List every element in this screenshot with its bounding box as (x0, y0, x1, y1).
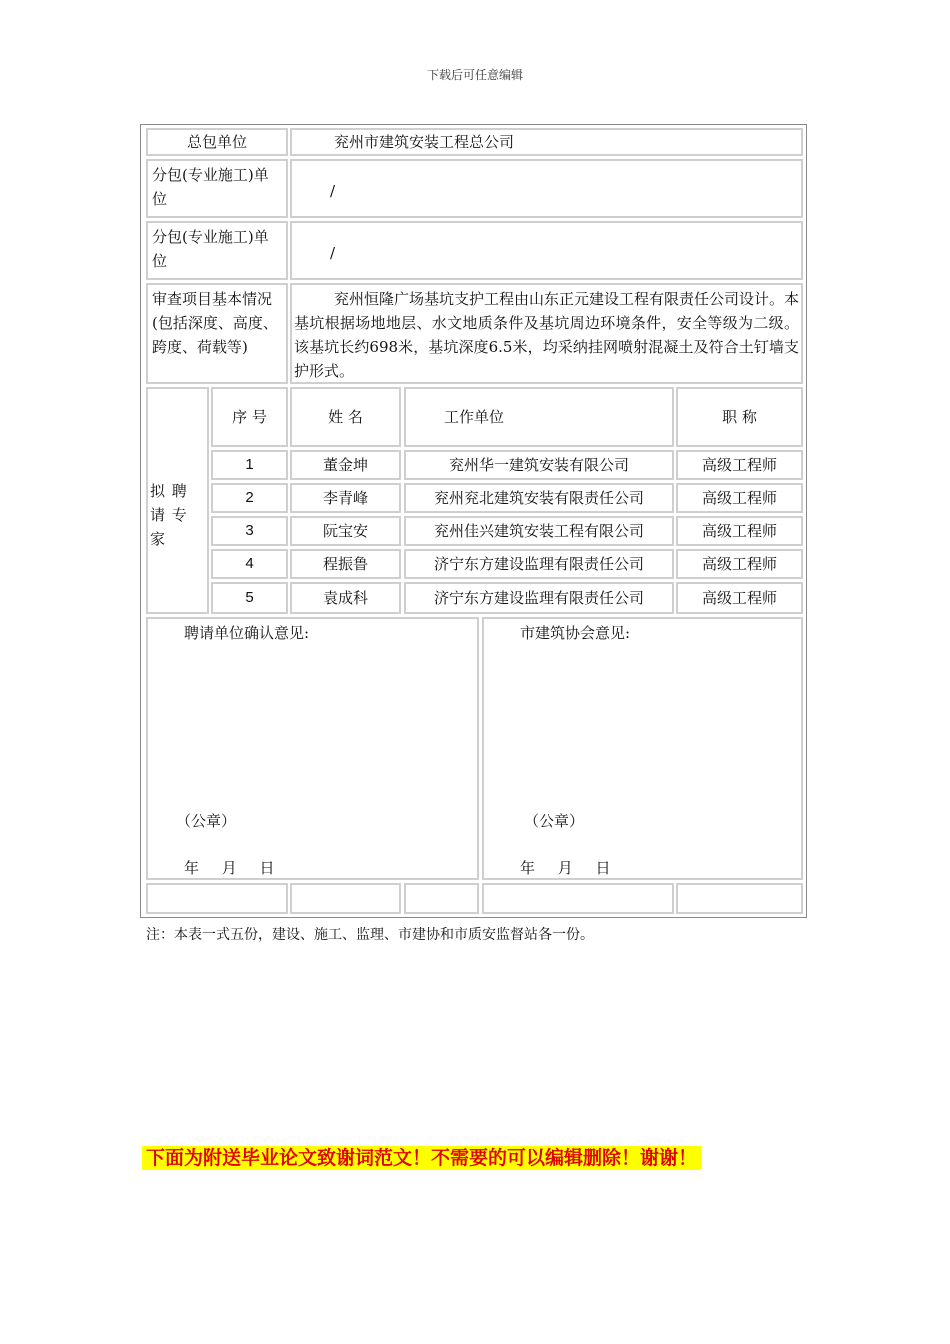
employer-date: 年 月 日 (184, 859, 275, 877)
expert-5-name: 袁成科 (290, 582, 401, 614)
association-date: 年 月 日 (520, 859, 611, 877)
expert-4-title: 高级工程师 (676, 549, 803, 579)
subcontractor-2-value: / (290, 221, 803, 280)
employer-seal: （公章） (176, 812, 237, 830)
bottom-empty-cell-1 (146, 883, 288, 914)
expert-5-title: 高级工程师 (676, 582, 803, 614)
expert-1-name: 董金坤 (290, 450, 401, 480)
subcontractor-2-label: 分包(专业施工)单位 (146, 221, 288, 280)
expert-1-title: 高级工程师 (676, 450, 803, 480)
bottom-empty-cell-3 (404, 883, 479, 914)
bottom-empty-cell-4 (482, 883, 674, 914)
appendix-banner: 下面为附送毕业论文致谢词范文！不需要的可以编辑删除！谢谢！ (142, 1146, 701, 1170)
experts-group-label: 拟 聘 请 专 家 (146, 387, 209, 614)
experts-header-title: 职 称 (676, 387, 803, 447)
expert-3-name: 阮宝安 (290, 516, 401, 546)
expert-5-no: 5 (211, 582, 288, 614)
expert-4-name: 程振鲁 (290, 549, 401, 579)
general-contractor-value: 兖州市建筑安装工程总公司 (290, 128, 803, 156)
page-header: 下载后可任意编辑 (426, 68, 523, 82)
bottom-empty-cell-5 (676, 883, 803, 914)
association-opinion-box (482, 617, 803, 880)
bottom-empty-cell-2 (290, 883, 401, 914)
expert-4-unit: 济宁东方建设监理有限责任公司 (404, 549, 674, 579)
experts-header-no: 序 号 (211, 387, 288, 447)
expert-2-title: 高级工程师 (676, 483, 803, 513)
expert-3-no: 3 (211, 516, 288, 546)
expert-3-title: 高级工程师 (676, 516, 803, 546)
general-contractor-label: 总包单位 (146, 128, 288, 156)
project-info-value: 兖州恒隆广场基坑支护工程由山东正元建设工程有限责任公司设计。本基坑根据场地地层、水文地质条件及基坑周边环境条件，安全等级为二级。该基坑长约698米，基坑深度6.5米，均采纳挂网喷射混凝土及符合土钉墙支护形式。 (290, 283, 803, 384)
expert-2-unit: 兖州兖北建筑安装有限责任公司 (404, 483, 674, 513)
association-seal: （公章） (524, 812, 585, 830)
expert-4-no: 4 (211, 549, 288, 579)
experts-header-name: 姓 名 (290, 387, 401, 447)
expert-1-unit: 兖州华一建筑安装有限公司 (404, 450, 674, 480)
form-note: 注：本表一式五份，建设、施工、监理、市建协和市质安监督站各一份。 (146, 927, 594, 943)
expert-review-form-table (140, 124, 807, 918)
project-info-label: 审查项目基本情况(包括深度、高度、跨度、荷载等) (146, 283, 288, 384)
expert-5-unit: 济宁东方建设监理有限责任公司 (404, 582, 674, 614)
subcontractor-1-value: / (290, 159, 803, 218)
employer-opinion-box (146, 617, 479, 880)
expert-2-name: 李青峰 (290, 483, 401, 513)
expert-1-no: 1 (211, 450, 288, 480)
expert-2-no: 2 (211, 483, 288, 513)
expert-3-unit: 兖州佳兴建筑安装工程有限公司 (404, 516, 674, 546)
subcontractor-1-label: 分包(专业施工)单位 (146, 159, 288, 218)
experts-header-unit: 工作单位 (404, 387, 674, 447)
association-opinion-title: 市建筑协会意见: (520, 624, 631, 642)
employer-opinion-title: 聘请单位确认意见: (184, 624, 310, 642)
